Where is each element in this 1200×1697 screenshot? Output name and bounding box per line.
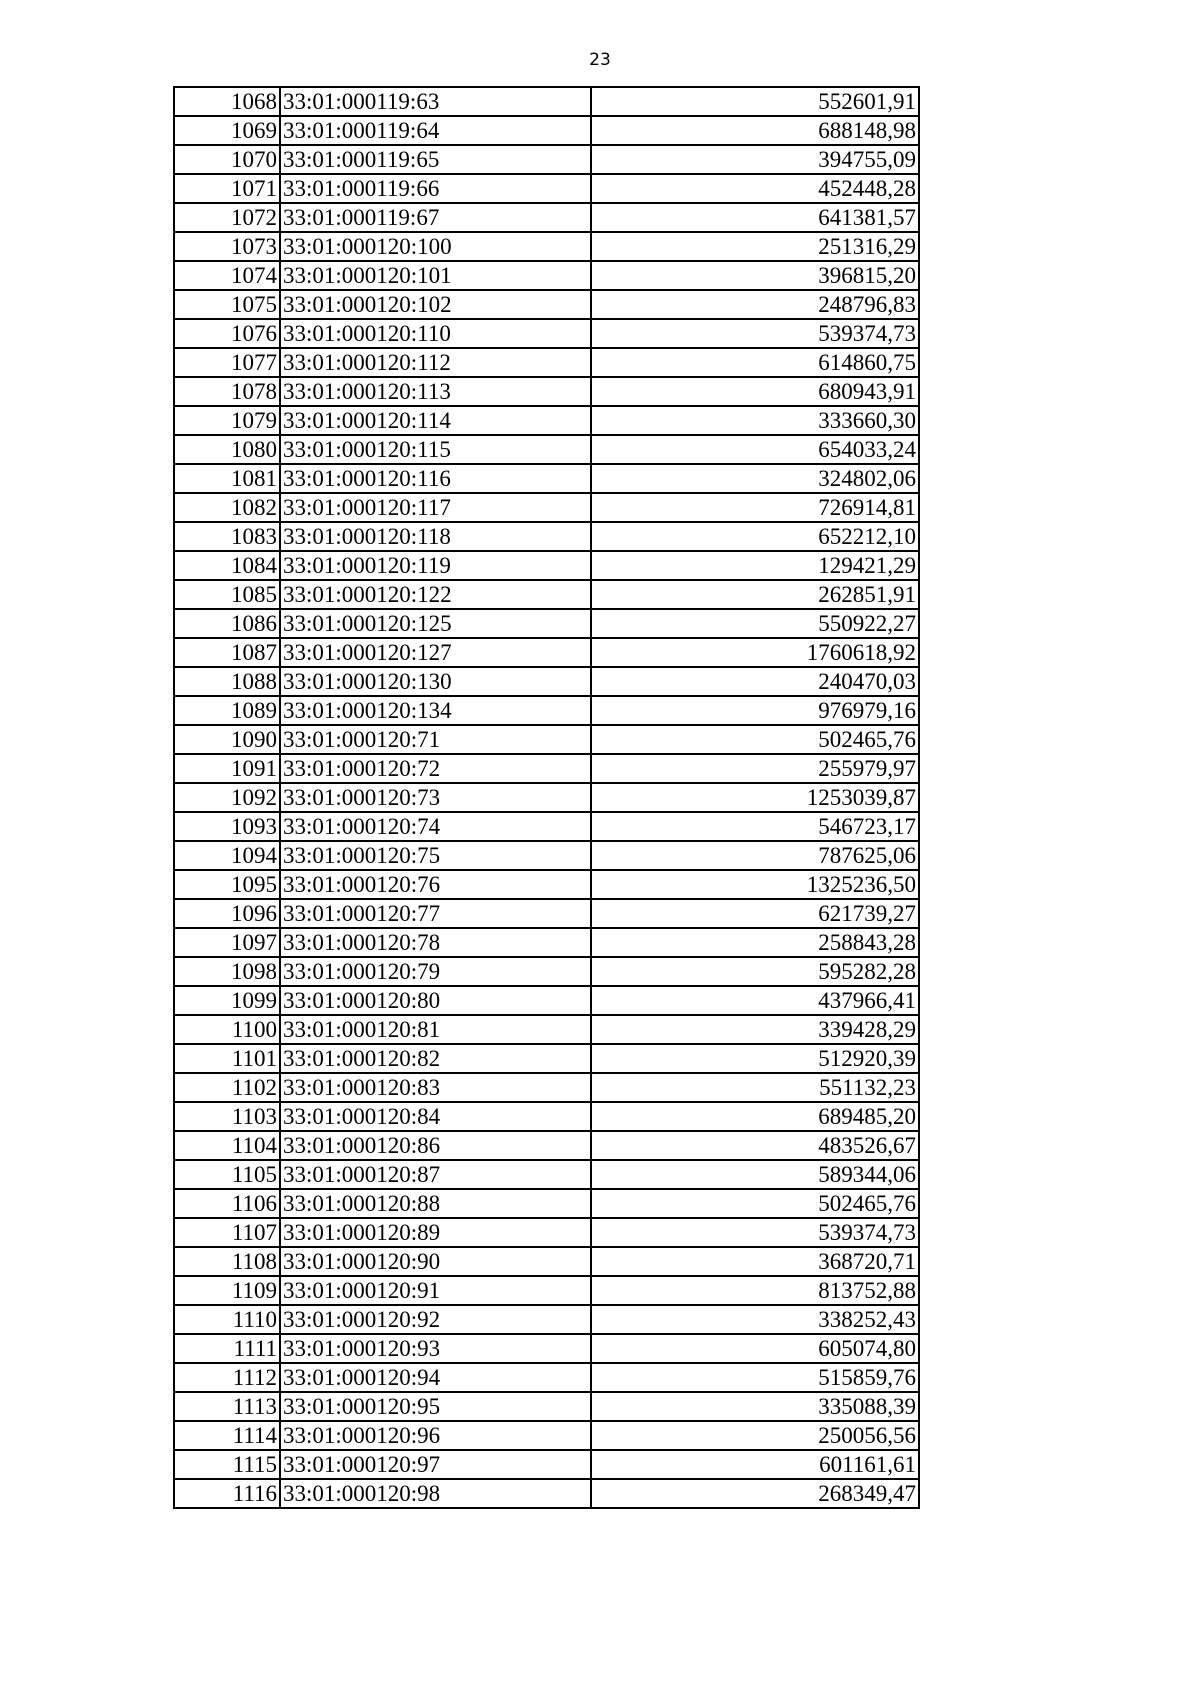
cadastral-number: 33:01:000120:134	[280, 696, 591, 725]
cadastral-number: 33:01:000120:91	[280, 1276, 591, 1305]
row-number: 1102	[174, 1073, 280, 1102]
cadastral-value: 539374,73	[591, 1218, 919, 1247]
table-row	[174, 841, 919, 870]
cadastral-number: 33:01:000120:97	[280, 1450, 591, 1479]
cadastral-value: 813752,88	[591, 1276, 919, 1305]
cadastral-number: 33:01:000120:75	[280, 841, 591, 870]
cadastral-number: 33:01:000120:98	[280, 1479, 591, 1508]
table-row	[174, 435, 919, 464]
cadastral-value: 1760618,92	[591, 638, 919, 667]
table-row	[174, 696, 919, 725]
cadastral-number: 33:01:000119:65	[280, 145, 591, 174]
row-number: 1086	[174, 609, 280, 638]
row-number: 1068	[174, 87, 280, 116]
table-row	[174, 1102, 919, 1131]
table-row	[174, 957, 919, 986]
cadastral-number: 33:01:000120:125	[280, 609, 591, 638]
table-row	[174, 1421, 919, 1450]
cadastral-value: 976979,16	[591, 696, 919, 725]
row-number: 1082	[174, 493, 280, 522]
cadastral-number: 33:01:000120:71	[280, 725, 591, 754]
page-number: 23	[589, 50, 611, 70]
cadastral-value: 1253039,87	[591, 783, 919, 812]
row-number: 1114	[174, 1421, 280, 1450]
cadastral-number: 33:01:000120:84	[280, 1102, 591, 1131]
row-number: 1075	[174, 290, 280, 319]
table-row	[174, 261, 919, 290]
table-row	[174, 725, 919, 754]
cadastral-number: 33:01:000120:80	[280, 986, 591, 1015]
row-number: 1072	[174, 203, 280, 232]
row-number: 1076	[174, 319, 280, 348]
cadastral-value: 437966,41	[591, 986, 919, 1015]
table-row	[174, 377, 919, 406]
row-number: 1094	[174, 841, 280, 870]
row-number: 1081	[174, 464, 280, 493]
table-row	[174, 493, 919, 522]
row-number: 1108	[174, 1247, 280, 1276]
cadastral-value: 552601,91	[591, 87, 919, 116]
table-row	[174, 580, 919, 609]
table-row	[174, 638, 919, 667]
table-row	[174, 116, 919, 145]
cadastral-value: 680943,91	[591, 377, 919, 406]
cadastral-value: 654033,24	[591, 435, 919, 464]
cadastral-number: 33:01:000120:110	[280, 319, 591, 348]
cadastral-value: 515859,76	[591, 1363, 919, 1392]
cadastral-number: 33:01:000120:92	[280, 1305, 591, 1334]
cadastral-number: 33:01:000120:122	[280, 580, 591, 609]
table-row	[174, 203, 919, 232]
cadastral-value: 452448,28	[591, 174, 919, 203]
cadastral-value: 268349,47	[591, 1479, 919, 1508]
row-number: 1106	[174, 1189, 280, 1218]
cadastral-value: 726914,81	[591, 493, 919, 522]
cadastral-value: 250056,56	[591, 1421, 919, 1450]
table-row	[174, 783, 919, 812]
row-number: 1101	[174, 1044, 280, 1073]
row-number: 1074	[174, 261, 280, 290]
cadastral-value: 621739,27	[591, 899, 919, 928]
row-number: 1111	[174, 1334, 280, 1363]
cadastral-number: 33:01:000120:93	[280, 1334, 591, 1363]
table-row	[174, 319, 919, 348]
cadastral-number: 33:01:000120:89	[280, 1218, 591, 1247]
cadastral-number: 33:01:000120:114	[280, 406, 591, 435]
table-row	[174, 870, 919, 899]
cadastral-value: 251316,29	[591, 232, 919, 261]
cadastral-value: 248796,83	[591, 290, 919, 319]
cadastral-number: 33:01:000120:130	[280, 667, 591, 696]
cadastral-number: 33:01:000120:79	[280, 957, 591, 986]
cadastral-number: 33:01:000120:72	[280, 754, 591, 783]
cadastral-number: 33:01:000120:82	[280, 1044, 591, 1073]
row-number: 1113	[174, 1392, 280, 1421]
cadastral-value: 688148,98	[591, 116, 919, 145]
row-number: 1116	[174, 1479, 280, 1508]
cadastral-value: 483526,67	[591, 1131, 919, 1160]
table-row	[174, 609, 919, 638]
row-number: 1084	[174, 551, 280, 580]
cadastral-number: 33:01:000120:118	[280, 522, 591, 551]
cadastral-value: 324802,06	[591, 464, 919, 493]
cadastral-value: 614860,75	[591, 348, 919, 377]
cadastral-number: 33:01:000120:115	[280, 435, 591, 464]
cadastral-value: 1325236,50	[591, 870, 919, 899]
table-row	[174, 1131, 919, 1160]
cadastral-number: 33:01:000120:90	[280, 1247, 591, 1276]
cadastral-number: 33:01:000119:63	[280, 87, 591, 116]
cadastral-value: 335088,39	[591, 1392, 919, 1421]
table-row	[174, 232, 919, 261]
row-number: 1092	[174, 783, 280, 812]
cadastral-number: 33:01:000120:77	[280, 899, 591, 928]
cadastral-number: 33:01:000120:86	[280, 1131, 591, 1160]
cadastral-number: 33:01:000120:117	[280, 493, 591, 522]
cadastral-value: 601161,61	[591, 1450, 919, 1479]
table-row	[174, 667, 919, 696]
cadastral-number: 33:01:000120:73	[280, 783, 591, 812]
table-row	[174, 464, 919, 493]
row-number: 1087	[174, 638, 280, 667]
row-number: 1078	[174, 377, 280, 406]
cadastral-value: 512920,39	[591, 1044, 919, 1073]
table-row	[174, 754, 919, 783]
table-row	[174, 1073, 919, 1102]
table-row	[174, 1247, 919, 1276]
cadastral-value-table	[173, 86, 920, 1509]
cadastral-value: 502465,76	[591, 1189, 919, 1218]
cadastral-value: 641381,57	[591, 203, 919, 232]
table-row	[174, 551, 919, 580]
row-number: 1096	[174, 899, 280, 928]
table-row	[174, 145, 919, 174]
cadastral-number: 33:01:000120:81	[280, 1015, 591, 1044]
table-row	[174, 1044, 919, 1073]
cadastral-number: 33:01:000120:127	[280, 638, 591, 667]
row-number: 1115	[174, 1450, 280, 1479]
cadastral-number: 33:01:000120:94	[280, 1363, 591, 1392]
table-row	[174, 87, 919, 116]
table-row	[174, 1479, 919, 1508]
cadastral-number: 33:01:000120:112	[280, 348, 591, 377]
table-row	[174, 1218, 919, 1247]
table-row	[174, 928, 919, 957]
cadastral-value: 129421,29	[591, 551, 919, 580]
row-number: 1090	[174, 725, 280, 754]
table-row	[174, 1189, 919, 1218]
row-number: 1089	[174, 696, 280, 725]
cadastral-value: 689485,20	[591, 1102, 919, 1131]
table-row	[174, 1450, 919, 1479]
table-row	[174, 1392, 919, 1421]
cadastral-value: 262851,91	[591, 580, 919, 609]
row-number: 1093	[174, 812, 280, 841]
cadastral-value: 368720,71	[591, 1247, 919, 1276]
cadastral-number: 33:01:000120:88	[280, 1189, 591, 1218]
row-number: 1099	[174, 986, 280, 1015]
row-number: 1088	[174, 667, 280, 696]
cadastral-number: 33:01:000119:64	[280, 116, 591, 145]
cadastral-value: 539374,73	[591, 319, 919, 348]
row-number: 1070	[174, 145, 280, 174]
row-number: 1083	[174, 522, 280, 551]
row-number: 1079	[174, 406, 280, 435]
cadastral-number: 33:01:000120:83	[280, 1073, 591, 1102]
row-number: 1080	[174, 435, 280, 464]
row-number: 1097	[174, 928, 280, 957]
table-row	[174, 986, 919, 1015]
table-body	[174, 87, 919, 1508]
row-number: 1069	[174, 116, 280, 145]
row-number: 1109	[174, 1276, 280, 1305]
row-number: 1091	[174, 754, 280, 783]
table-row	[174, 1305, 919, 1334]
row-number: 1105	[174, 1160, 280, 1189]
table-row	[174, 348, 919, 377]
table-row	[174, 290, 919, 319]
cadastral-value: 502465,76	[591, 725, 919, 754]
row-number: 1107	[174, 1218, 280, 1247]
cadastral-number: 33:01:000120:113	[280, 377, 591, 406]
cadastral-number: 33:01:000120:100	[280, 232, 591, 261]
table-row	[174, 812, 919, 841]
cadastral-value: 255979,97	[591, 754, 919, 783]
row-number: 1098	[174, 957, 280, 986]
cadastral-number: 33:01:000119:66	[280, 174, 591, 203]
cadastral-number: 33:01:000120:95	[280, 1392, 591, 1421]
cadastral-number: 33:01:000120:96	[280, 1421, 591, 1450]
row-number: 1073	[174, 232, 280, 261]
cadastral-value: 394755,09	[591, 145, 919, 174]
row-number: 1085	[174, 580, 280, 609]
cadastral-number: 33:01:000120:74	[280, 812, 591, 841]
cadastral-value: 595282,28	[591, 957, 919, 986]
row-number: 1103	[174, 1102, 280, 1131]
cadastral-value: 396815,20	[591, 261, 919, 290]
table-row	[174, 1160, 919, 1189]
cadastral-value: 333660,30	[591, 406, 919, 435]
cadastral-value: 338252,43	[591, 1305, 919, 1334]
cadastral-value: 652212,10	[591, 522, 919, 551]
cadastral-value: 339428,29	[591, 1015, 919, 1044]
row-number: 1071	[174, 174, 280, 203]
cadastral-number: 33:01:000120:101	[280, 261, 591, 290]
table-row	[174, 1015, 919, 1044]
table-row	[174, 522, 919, 551]
table-row	[174, 1334, 919, 1363]
cadastral-value: 605074,80	[591, 1334, 919, 1363]
table-row	[174, 174, 919, 203]
cadastral-value: 258843,28	[591, 928, 919, 957]
cadastral-value: 551132,23	[591, 1073, 919, 1102]
row-number: 1100	[174, 1015, 280, 1044]
cadastral-number: 33:01:000120:78	[280, 928, 591, 957]
cadastral-value: 589344,06	[591, 1160, 919, 1189]
row-number: 1110	[174, 1305, 280, 1334]
row-number: 1112	[174, 1363, 280, 1392]
row-number: 1077	[174, 348, 280, 377]
row-number: 1104	[174, 1131, 280, 1160]
cadastral-number: 33:01:000119:67	[280, 203, 591, 232]
cadastral-number: 33:01:000120:76	[280, 870, 591, 899]
table-row	[174, 899, 919, 928]
row-number: 1095	[174, 870, 280, 899]
table-row	[174, 1363, 919, 1392]
table-row	[174, 406, 919, 435]
cadastral-value: 550922,27	[591, 609, 919, 638]
cadastral-number: 33:01:000120:119	[280, 551, 591, 580]
cadastral-number: 33:01:000120:102	[280, 290, 591, 319]
cadastral-value: 240470,03	[591, 667, 919, 696]
table-row	[174, 1276, 919, 1305]
cadastral-value: 546723,17	[591, 812, 919, 841]
cadastral-value: 787625,06	[591, 841, 919, 870]
cadastral-number: 33:01:000120:87	[280, 1160, 591, 1189]
cadastral-number: 33:01:000120:116	[280, 464, 591, 493]
